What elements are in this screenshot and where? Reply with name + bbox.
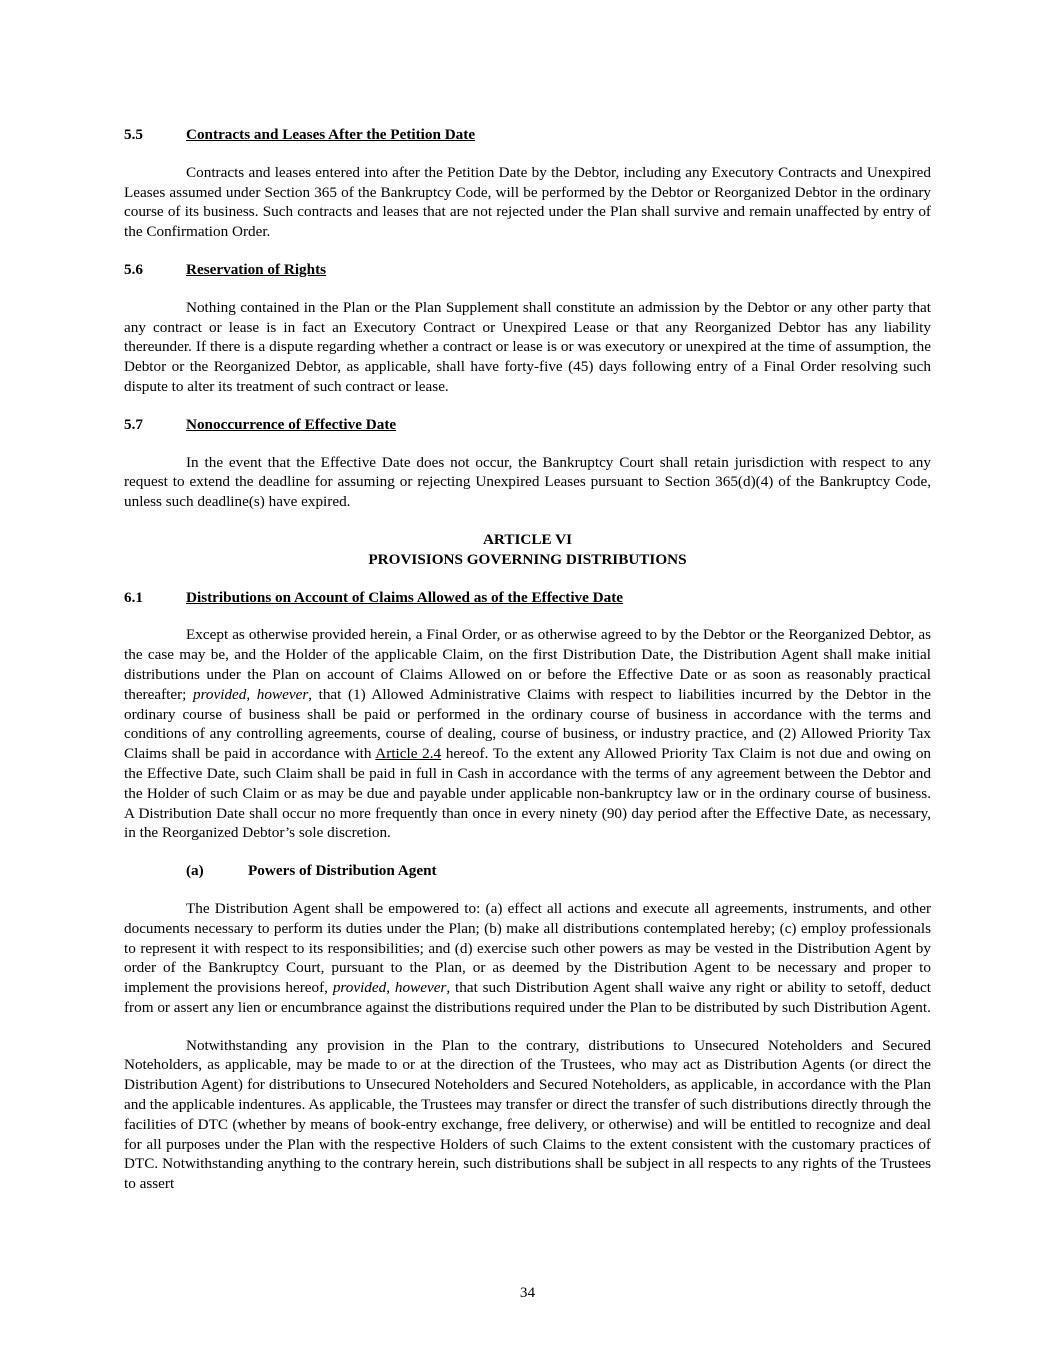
section-number: 5.7 bbox=[124, 415, 143, 433]
section-number: 5.6 bbox=[124, 260, 143, 278]
body-text: , that (1) Allowed Administrative Claims with respect to liabilities incurred by the Debtor in the ordinary course of business shall be paid or performed in the ordinary course of business in accordance with the terms and conditions of any controlling agreements, course of dealing, course of business, or industry practice, and (2) Allowed Priority Tax Claims shall be paid in accordance with bbox=[124, 685, 932, 763]
section-title: Reservation of Rights bbox=[186, 260, 327, 278]
page-content bbox=[124, 125, 931, 1212]
italic-however: however bbox=[394, 979, 447, 997]
body-text: Except as otherwise provided herein, a Final Order, or as otherwise agreed to by the Debtor or the Reorganized Debtor, as the case may be, and the Holder of the applicable Claim, on the first Distribution Date, the Distribution Agent shall make initial distributions under the Plan on account of Claims Allowed on or before the Effective Date or as soon as reasonably practical thereafter; bbox=[124, 626, 931, 703]
section-title: Distributions on Account of Claims Allowed as of the Effective Date bbox=[186, 588, 624, 606]
article-2-4-reference: Article 2.4 bbox=[375, 745, 442, 763]
body-text: , bbox=[246, 685, 257, 703]
subsection-title: Powers of Distribution Agent bbox=[248, 862, 437, 880]
page-number: 34 bbox=[519, 1284, 536, 1301]
section-title: Contracts and Leases After the Petition Date bbox=[186, 126, 476, 143]
body-text: , that such Distribution Agent shall waive any right or ability to setoff, deduct from or assert any lien or encumbrance against the distributions required under the Plan to be distributed by such Distribution Agent. bbox=[124, 979, 931, 1016]
section-5-5-heading bbox=[124, 125, 931, 145]
body-text: The Distribution Agent shall be empowered to: (a) effect all actions and execute all agreements, instruments, and other documents necessary to perform its duties under the Plan; (b) make all distributions contemplated hereby; (c) employ professionals to represent it with respect to its responsibilities; and (d) exercise such other powers as may be vested in the Distribution Agent by order of the Bankruptcy Court, pursuant to the Plan, or as deemed by the Distribution Agent to be necessary and proper to implement the provisions hereof, bbox=[124, 899, 931, 997]
article-number: ARTICLE VI bbox=[482, 530, 573, 548]
body-text: , bbox=[386, 979, 395, 997]
section-6-1-body bbox=[124, 625, 931, 843]
section-5-6-heading bbox=[124, 260, 931, 280]
section-title: Nonoccurrence of Effective Date bbox=[186, 415, 397, 433]
article-title: PROVISIONS GOVERNING DISTRIBUTIONS bbox=[368, 550, 687, 568]
section-5-5-body: Contracts and leases entered into after the Petition Date by the Debtor, including any Executory Contracts and Unexpired Leases assumed under Section 365 of the Bankruptcy Code, will be performed by the Debtor or Reorganized Debtor in the ordinary course of its business. Such contracts and leases that are not rejected under the Plan shall survive and remain unaffected by entry of the Confirmation Order. bbox=[124, 163, 931, 241]
italic-provided: provided bbox=[332, 979, 387, 997]
article-heading bbox=[124, 530, 931, 570]
subsection-a-body-2: Notwithstanding any provision in the Plan to the contrary, distributions to Unsecured Noteholders and Secured Noteholders, as applicable, may be made to or at the direction of the Trustees, who may act as Distribution Agents (or direct the Distribution Agent) for distributions to Unsecured Noteholders and Secured Noteholders, as applicable, in accordance with the Plan and the applicable indentures. As applicable, the Trustees may transfer or direct the transfer of such distributions directly through the facilities of DTC (whether by means of book-entry exchange, free delivery, or otherwise) and will be entitled to recognize and deal for all purposes under the Plan with the respective Holders of such Claims to the extent consistent with the customary practices of DTC. Notwithstanding anything to the contrary herein, such distributions shall be subject in all respects to any rights of the Trustees to assert bbox=[124, 1036, 931, 1193]
italic-however: however bbox=[256, 685, 309, 703]
subsection-number: (a) bbox=[186, 862, 204, 880]
section-5-7-body: In the event that the Effective Date does not occur, the Bankruptcy Court shall retain jurisdiction with respect to any request to extend the deadline for assuming or rejecting Unexpired Leases pursuant to Section 365(d)(4) of the Bankruptcy Code, unless such deadline(s) have expired. bbox=[124, 453, 931, 511]
section-5-7-heading bbox=[124, 415, 931, 435]
section-number: 5.5 bbox=[124, 126, 143, 143]
subsection-a-heading bbox=[186, 861, 931, 881]
section-6-1-heading bbox=[124, 588, 931, 608]
section-5-6-body: Nothing contained in the Plan or the Plan Supplement shall constitute an admission by the Debtor or any other party that any contract or lease is in fact an Executory Contract or Unexpired Lease or that any Reorganized Debtor has any liability thereunder. If there is a dispute regarding whether a contract or lease is or was executory or unexpired at the time of assumption, the Debtor or the Reorganized Debtor, as applicable, shall have forty-five (45) days following entry of a Final Order resolving such dispute to alter its treatment of such contract or lease. bbox=[124, 298, 931, 395]
italic-provided: provided bbox=[192, 685, 247, 703]
body-text: hereof. To the extent any Allowed Priority Tax Claim is not due and owing on the Effective Date, such Claim shall be paid in full in Cash in accordance with the terms of any agreement between the Debtor and the Holder of such Claim or as may be due and payable under applicable non-bankruptcy law or in the ordinary course of business. A Distribution Date shall occur no more frequently than once in every ninety (90) day period after the Effective Date, as necessary, in the Reorganized Debtor’s sole discretion. bbox=[124, 745, 932, 842]
subsection-a-body bbox=[124, 899, 931, 1018]
section-number: 6.1 bbox=[124, 588, 143, 606]
